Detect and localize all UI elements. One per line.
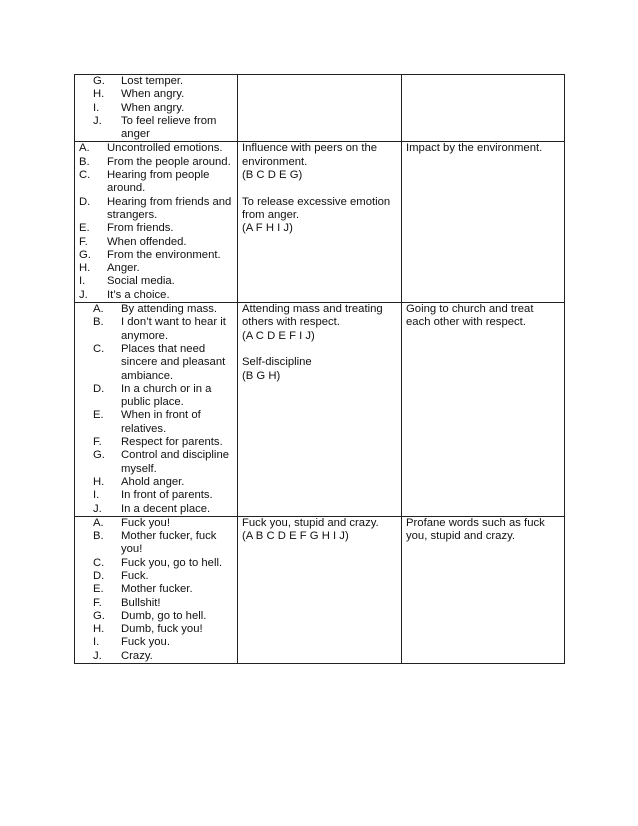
item-text: In a church or in a public place. [121,382,212,409]
theme-cell [238,142,402,303]
item-letter: D. [93,382,105,395]
list-item [79,557,234,570]
item-letter: J. [93,649,102,662]
summary-cell [402,516,565,663]
summary-text: Profane words such as fuck you, stupid and crazy. [406,516,545,543]
responses-cell [75,303,238,517]
item-text: Hearing from friends and strangers. [107,195,232,221]
item-text: Uncontrolled emotions. [107,142,223,155]
item-letter: I. [93,101,100,114]
item-text: Crazy. [121,649,153,662]
item-letter: C. [93,556,105,569]
list-item [79,262,234,275]
item-letter: C. [93,342,105,355]
item-text: In front of parents. [121,489,213,502]
list-item [79,222,234,235]
theme-cell [238,75,402,142]
item-letter: H. [79,262,91,275]
theme-codes: (A B C D E F G H I J) [242,530,349,543]
item-letter: E. [93,409,104,422]
item-letter: I. [93,636,100,649]
item-letter: B. [93,316,104,329]
item-text: Mother fucker, fuck you! [121,530,217,556]
item-text: Dumb, go to hell. [121,609,207,622]
item-text: Dumb, fuck you! [121,623,203,636]
response-list [79,142,234,302]
list-item [79,476,234,489]
item-letter: G. [93,609,105,622]
item-letter: G. [93,449,105,462]
item-text: Mother fucker. [121,583,193,596]
item-letter: F. [93,436,102,449]
item-letter: C. [79,169,91,182]
item-text: By attending mass. [121,303,218,316]
list-item [79,316,234,343]
list-item [79,583,234,596]
item-text: Hearing from people around. [107,169,210,195]
list-item [79,530,234,557]
item-text: Bullshit! [121,596,161,609]
list-item [79,196,234,223]
summary-text: Impact by the environment. [406,142,543,155]
responses-cell [75,516,238,663]
list-item [79,343,234,383]
item-letter: H. [93,623,105,636]
summary-text: Going to church and treat each other with respect. [406,303,534,329]
item-letter: J. [93,114,102,127]
list-item [79,409,234,436]
summary-cell [402,303,565,517]
item-letter: I. [79,275,86,288]
list-item [79,489,234,502]
theme-codes: (A F H I J) [242,222,293,235]
theme-text: Attending mass and treating others with respect. [242,303,383,329]
list-item [79,169,234,196]
item-letter: G. [93,75,105,87]
item-text: When angry. [121,101,185,114]
list-item [79,610,234,623]
theme-codes: (A C D E F I J) [242,329,315,342]
list-item [79,88,234,101]
list-item [79,597,234,610]
item-text: Fuck you. [121,636,170,649]
summary-cell [402,75,565,142]
response-list [79,517,234,663]
responses-cell [75,142,238,303]
list-item [79,436,234,449]
list-item [79,650,234,663]
item-letter: I. [93,489,100,502]
list-item [79,142,234,155]
item-text: Control and discipline myself. [121,449,230,475]
item-text: From the people around. [107,155,231,168]
item-text: Fuck you, go to hell. [121,556,223,569]
table-row [75,75,565,142]
item-letter: J. [93,502,102,515]
theme-codes: (B G H) [242,369,281,382]
item-letter: G. [79,248,91,261]
item-text: Fuck you! [121,516,170,529]
list-item [79,383,234,410]
list-item [79,636,234,649]
item-letter: B. [79,155,90,168]
list-item [79,570,234,583]
item-text: When offended. [107,235,187,248]
item-text: When in front of relatives. [121,409,201,435]
item-letter: J. [79,288,88,301]
item-letter: B. [93,530,104,543]
theme-cell [238,516,402,663]
item-letter: H. [93,88,105,101]
list-item [79,236,234,249]
item-text: It’s a choice. [107,288,170,301]
table-row [75,303,565,517]
spacer [242,182,398,195]
item-letter: A. [93,303,104,316]
item-text: From friends. [107,222,174,235]
theme-text: Fuck you, stupid and crazy. [242,516,379,529]
responses-cell [75,75,238,142]
item-text: Respect for parents. [121,436,223,449]
list-item [79,115,234,142]
item-text: To feel relieve from anger [121,114,217,141]
list-item [79,303,234,316]
item-text: From the environment. [107,248,221,261]
list-item [79,249,234,262]
item-text: Fuck. [121,569,149,582]
item-text: Lost temper. [121,75,184,87]
item-letter: A. [79,142,90,155]
list-item [79,75,234,88]
theme-cell [238,303,402,517]
spacer [242,343,398,356]
item-letter: F. [79,235,88,248]
list-item [79,156,234,169]
list-item [79,623,234,636]
item-text: In a decent place. [121,502,211,515]
table-body [75,75,565,664]
theme-codes: (B C D E G) [242,169,303,182]
item-text: Places that need sincere and pleasant ambiance. [121,342,226,382]
item-letter: F. [93,596,102,609]
item-letter: A. [93,516,104,529]
item-letter: D. [93,569,105,582]
list-item [79,102,234,115]
list-item [79,503,234,516]
item-text: Anger. [107,262,140,275]
item-letter: E. [79,222,90,235]
item-text: When angry. [121,88,185,101]
list-item [79,275,234,288]
theme-text: Self-discipline [242,356,312,369]
theme-text: To release excessive emotion from anger. [242,195,391,221]
responses-table [74,74,565,664]
item-letter: D. [79,195,91,208]
summary-cell [402,142,565,303]
table-row [75,142,565,303]
table-row [75,516,565,663]
item-text: Ahold anger. [121,475,185,488]
item-letter: H. [93,475,105,488]
response-list [79,303,234,516]
list-item [79,449,234,476]
list-item [79,517,234,530]
theme-text: Influence with peers on the environment. [242,142,378,168]
item-text: I don’t want to hear it anymore. [121,316,226,342]
item-letter: E. [93,583,104,596]
item-text: Social media. [107,275,175,288]
response-list [79,75,234,141]
list-item [79,289,234,302]
